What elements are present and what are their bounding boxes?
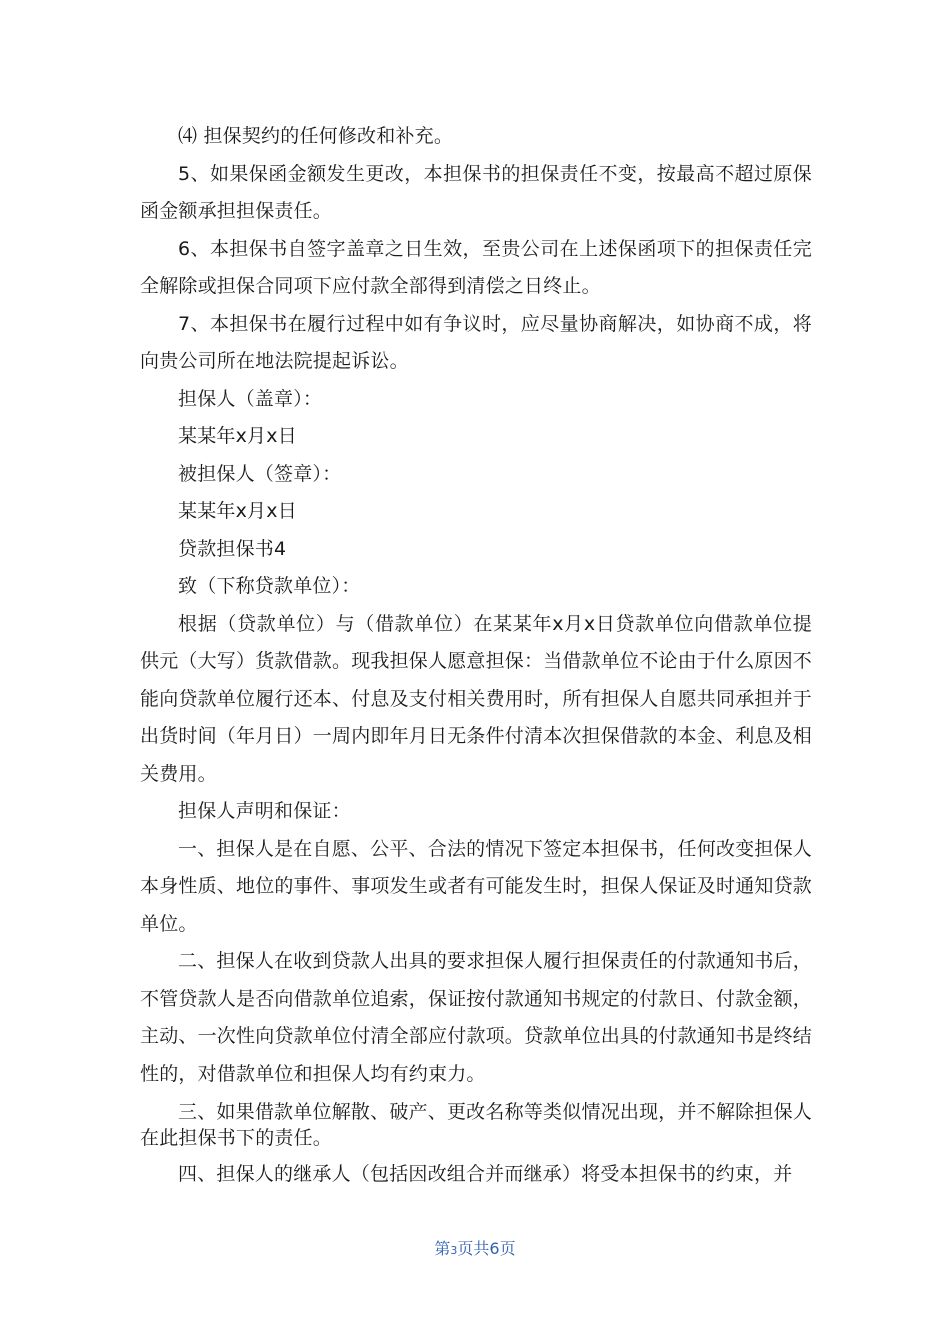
guaranteed-party-sign-line: 被担保人（签章）： — [178, 462, 342, 485]
section-title-loan-guarantee-4: 贷款担保书4 — [178, 537, 287, 560]
footer-prefix: 第 — [434, 1239, 451, 1258]
paragraph-clause-6: 6、本担保书自签字盖章之日生效，至贵公司在上述保函项下的担保责任完全解除或担保合同项下应付款全部得到清偿之日终止。 — [140, 237, 812, 297]
declaration-item-2: 二、担保人在收到贷款人出具的要求担保人履行担保责任的付款通知书后，不管贷款人是否向借款单位追索，保证按付款通知书规定的付款日、付款金额，主动、一次性向贷款单位付清全部应付款项。贷款单位出具的付款通知书是终结性的，对借款单位和担保人均有约束力。 — [140, 950, 813, 1085]
paragraph-contract-amendment: ⑷ 担保契约的任何修改和补充。 — [178, 125, 454, 147]
guarantor-date-line: 某某年x月x日 — [178, 425, 297, 447]
paragraph-guarantee-basis: 根据（贷款单位）与（借款单位）在某某年x月x日贷款单位向借款单位提供元（大写）货款借款。现我担保人愿意担保：当借款单位不论由于什么原因不能向贷款单位履行还本、付息及支付相关费用时，所有担保人自愿共同承担并于出货时间（年月日）一周内即年月日无条件付清本次担保借款的本金、利息及相关费用。 — [140, 612, 813, 785]
declaration-item-4: 四、担保人的继承人（包括因改组合并而继承）将受本担保书的约束，并 — [178, 1163, 793, 1185]
declaration-heading: 担保人声明和保证： — [178, 800, 351, 822]
footer-total-pages: 6 — [489, 1239, 500, 1258]
paragraph-clause-7: 7、本担保书在履行过程中如有争议时，应尽量协商解决，如协商不成，将向贵公司所在地法院提起诉讼。 — [140, 312, 812, 372]
declaration-item-3: 三、如果借款单位解散、破产、更改名称等类似情况出现，并不解除担保人在此担保书下的责任。 — [140, 1101, 812, 1149]
document-body — [140, 118, 812, 1194]
addressee-line: 致（下称贷款单位）： — [178, 575, 361, 597]
declaration-item-1: 一、担保人是在自愿、公平、合法的情况下签定本担保书，任何改变担保人本身性质、地位的事件、事项发生或者有可能发生时，担保人保证及时通知贷款单位。 — [140, 837, 813, 935]
guaranteed-party-date-line: 某某年x月x日 — [178, 500, 297, 522]
footer-current-page: 3 — [450, 1244, 458, 1257]
footer-suffix: 页 — [499, 1239, 516, 1258]
guarantor-seal-line: 担保人（盖章）： — [178, 387, 323, 410]
paragraph-clause-5: 5、如果保函金额发生更改，本担保书的担保责任不变，按最高不超过原保函金额承担担保责任。 — [140, 162, 812, 222]
footer-middle: 页共 — [457, 1239, 490, 1258]
page-footer — [0, 1236, 950, 1259]
